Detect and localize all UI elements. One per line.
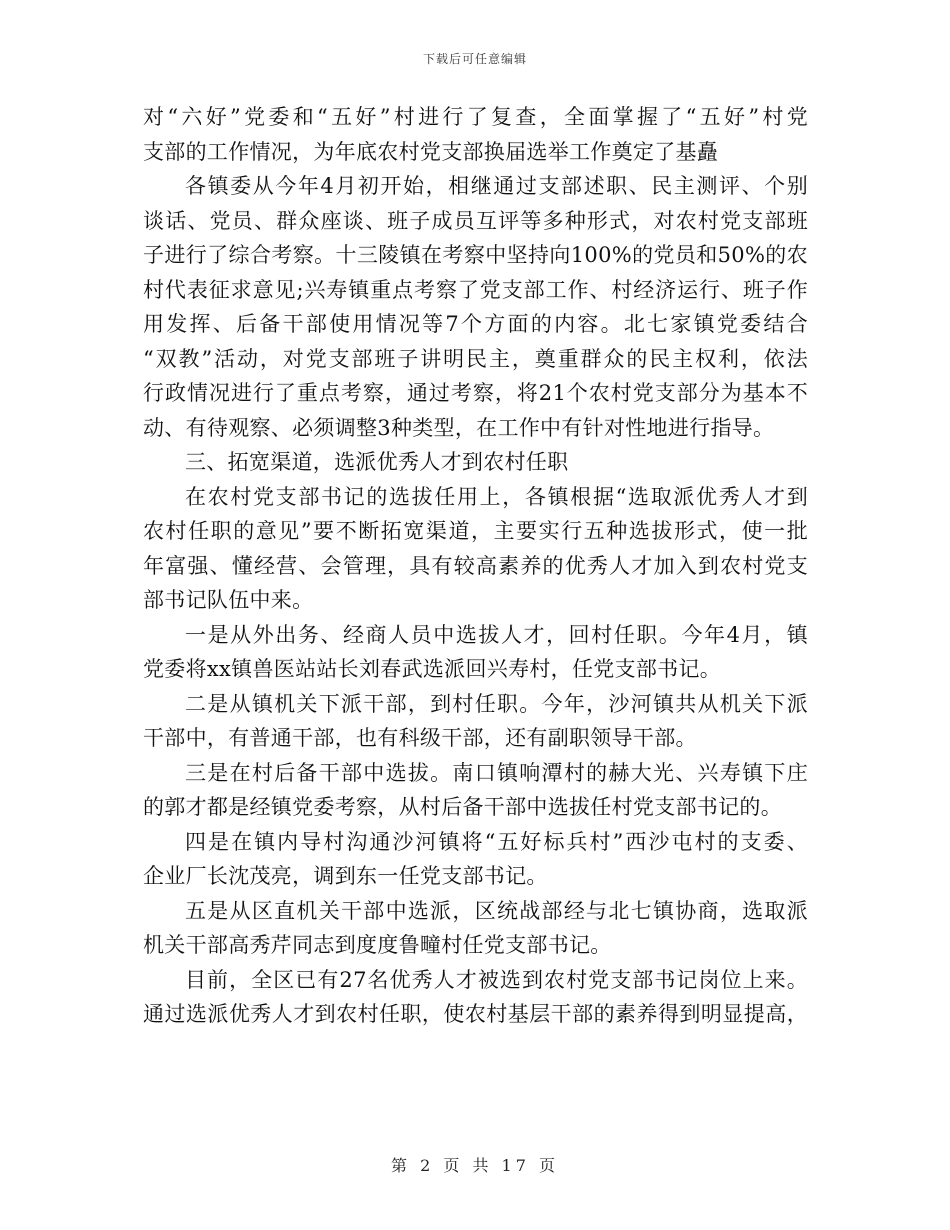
text-line: 子进行了综合考察。十三陵镇在考察中坚持向100%的党员和50%的农 (143, 243, 808, 267)
text-line: 三是在村后备干部中选拔。南口镇响潭村的赫大光、兴寿镇下庄 (185, 760, 808, 785)
text-line: 农村任职的意见”要不断拓宽渠道，主要实行五种选拔形式，使一批 (143, 519, 808, 543)
text-line: 动、有待观察、必须调整3种类型，在工作中有针对性地进行指导。 (143, 415, 775, 440)
text-line: 四是在镇内导村沟通沙河镇将“五好标兵村”西沙屯村的支委、 (185, 829, 808, 854)
text-line: 的郭才都是经镇党委考察，从村后备干部中选拔任村党支部书记的。 (143, 795, 782, 819)
text-line: 各镇委从今年4月初开始，相继通过支部述职、民主测评、个别 (185, 174, 808, 198)
text-line: 三、拓宽渠道，选派优秀人才到农村任职 (185, 450, 569, 474)
page-header-note: 下载后可任意编辑 (422, 52, 527, 66)
text-line: 行政情况进行了重点考察，通过考察，将21个农村党支部分为基本不 (143, 381, 808, 405)
text-line: 五是从区直机关干部中选派，区统战部经与北七镇协商，选取派 (185, 898, 808, 923)
text-line: 对“六好”党委和“五好”村进行了复查，全面掌握了“五好”村党 (143, 105, 808, 129)
text-line: 机关干部高秀芹同志到度度鲁疃村任党支部书记。 (143, 933, 612, 957)
text-line: 用发挥、后备干部使用情况等7个方面的内容。北七家镇党委结合 (143, 312, 808, 336)
text-line: 支部的工作情况，为年底农村党支部换届选举工作奠定了基矗 (143, 139, 719, 164)
page-footer: 第 2 页 共 17 页 (391, 1156, 559, 1175)
text-line: 干部中，有普通干部，也有科级干部，还有副职领导干部。 (143, 726, 697, 750)
text-line: 通过选派优秀人才到农村任职，使农村基层干部的素养得到明显提高， (143, 1002, 808, 1026)
text-line: “双教”活动，对党支部班子讲明民主，奠重群众的民主权利，依法 (143, 346, 808, 371)
document-body (143, 100, 808, 1032)
text-line: 年富强、懂经营、会管理，具有较高素养的优秀人才加入到农村党支 (143, 553, 808, 578)
text-line: 一是从外出务、经商人员中选拔人才，回村任职。今年4月，镇 (185, 622, 808, 647)
text-line: 在农村党支部书记的选拔任用上，各镇根据“选取派优秀人才到 (185, 484, 808, 509)
text-line: 村代表征求意见;兴寿镇重点考察了党支部工作、村经济运行、班子作 (143, 277, 808, 302)
text-line: 部书记队伍中来。 (143, 588, 314, 612)
text-line: 党委将xx镇兽医站站长刘春武选派回兴寿村，任党支部书记。 (143, 657, 722, 681)
text-line: 目前，全区已有27名优秀人才被选到农村党支部书记岗位上来。 (185, 967, 808, 992)
text-line: 谈话、党员、群众座谈、班子成员互评等多种形式，对农村党支部班 (143, 208, 808, 233)
text-line: 二是从镇机关下派干部，到村任职。今年，沙河镇共从机关下派 (185, 691, 808, 716)
text-line: 企业厂长沈茂亮，调到东一任党支部书记。 (143, 864, 548, 888)
